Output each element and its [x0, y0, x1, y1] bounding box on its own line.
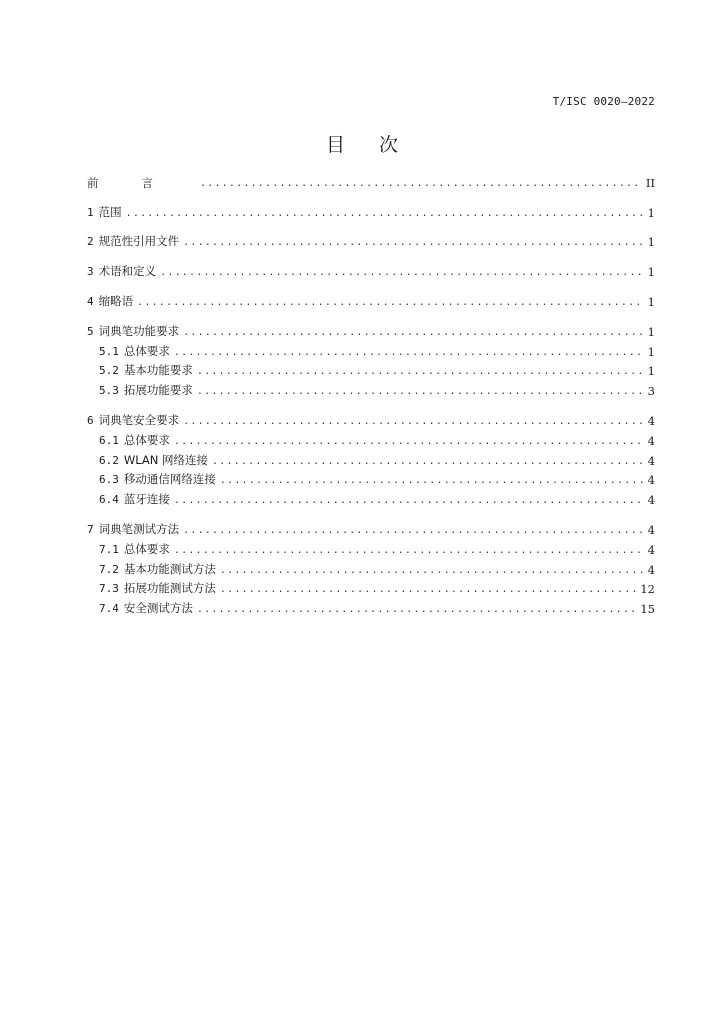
- toc-entry-text: 安全测试方法: [123, 601, 193, 616]
- dot-leader: [174, 545, 644, 557]
- dot-leader: [137, 297, 644, 309]
- toc-entry-text: 总体要求: [123, 343, 170, 358]
- toc-entry-page: 1: [647, 324, 655, 339]
- toc-entry-number: 6: [87, 413, 94, 427]
- toc-entry-page: 3: [647, 384, 655, 399]
- toc-subentry[interactable]: [87, 557, 655, 577]
- toc-entry-page: 4: [647, 493, 655, 508]
- dot-leader: [197, 366, 644, 378]
- toc-entry-text: 词典笔安全要求: [98, 412, 180, 427]
- toc-entry-text: 拓展功能要求: [123, 383, 193, 398]
- toc-entry-page: 4: [647, 522, 655, 537]
- toc-entry-page: II: [645, 175, 655, 190]
- dot-leader: [174, 436, 644, 448]
- toc-entry-page: 4: [647, 433, 655, 448]
- toc-entry[interactable]: [87, 408, 655, 428]
- table-of-contents: [87, 170, 655, 616]
- toc-entry-page: 4: [647, 413, 655, 428]
- toc-entry-text: 前言: [87, 175, 196, 190]
- toc-entry-page: 1: [647, 235, 655, 250]
- toc-entry-number: 7.1: [99, 542, 119, 556]
- toc-entry-number: 7: [87, 522, 94, 536]
- toc-title: 目次: [325, 133, 432, 156]
- toc-subentry[interactable]: [87, 378, 655, 398]
- toc-entry-text: 蓝牙连接: [123, 492, 170, 507]
- toc-entry-page: 4: [647, 473, 655, 488]
- toc-entry[interactable]: [87, 259, 655, 279]
- toc-entry[interactable]: [87, 200, 655, 220]
- toc-entry-text: 拓展功能测试方法: [123, 581, 216, 596]
- toc-entry[interactable]: [87, 517, 655, 537]
- dot-leader: [126, 208, 644, 220]
- toc-entry-text: 术语和定义: [98, 264, 157, 279]
- toc-entry-page: 1: [647, 265, 655, 280]
- toc-entry-page: 4: [647, 562, 655, 577]
- toc-subentry[interactable]: [87, 428, 655, 448]
- toc-entry-number: 2: [87, 235, 94, 249]
- dot-leader: [183, 237, 644, 249]
- toc-subentry[interactable]: [87, 596, 655, 616]
- dot-leader: [183, 416, 644, 428]
- dot-leader: [200, 178, 642, 190]
- toc-entry-text: 总体要求: [123, 541, 170, 556]
- toc-entry-text: 规范性引用文件: [98, 234, 180, 249]
- toc-entry-text: 词典笔功能要求: [98, 323, 180, 338]
- toc-entry-text: WLAN 网络连接: [123, 452, 209, 467]
- toc-entry[interactable]: [87, 319, 655, 339]
- toc-entry-number: 1: [87, 205, 94, 219]
- document-code: T/ISC 0020—2022: [552, 95, 655, 108]
- toc-entry-number: 6.3: [99, 473, 119, 487]
- toc-entry-text: 基本功能要求: [123, 363, 193, 378]
- toc-entry-page: 1: [647, 294, 655, 309]
- toc-entry-text: 缩略语: [98, 293, 134, 308]
- dot-leader: [160, 267, 644, 279]
- toc-subentry[interactable]: [87, 448, 655, 468]
- toc-entry-page: 1: [647, 205, 655, 220]
- toc-subentry[interactable]: [87, 339, 655, 359]
- dot-leader: [183, 327, 644, 339]
- toc-entry-text: 基本功能测试方法: [123, 561, 216, 576]
- dot-leader: [197, 604, 636, 616]
- toc-entry-page: 1: [647, 364, 655, 379]
- dot-leader: [220, 475, 644, 487]
- dot-leader: [212, 456, 644, 468]
- toc-entry[interactable]: [87, 289, 655, 309]
- toc-entry-number: 7.3: [99, 582, 119, 596]
- toc-entry-number: 5.3: [99, 384, 119, 398]
- dot-leader: [220, 584, 636, 596]
- toc-subentry[interactable]: [87, 359, 655, 379]
- toc-entry-page: 4: [647, 542, 655, 557]
- toc-entry-number: 4: [87, 294, 94, 308]
- toc-entry-number: 6.2: [99, 453, 119, 467]
- toc-entry-page: 15: [640, 602, 655, 617]
- dot-leader: [174, 495, 644, 507]
- toc-entry-number: 7.2: [99, 562, 119, 576]
- toc-entry-number: 5: [87, 324, 94, 338]
- toc-entry-page: 12: [640, 582, 655, 597]
- toc-entry-text: 总体要求: [123, 432, 170, 447]
- toc-entry[interactable]: [87, 230, 655, 250]
- toc-entry-number: 7.4: [99, 602, 119, 616]
- toc-entry-number: 3: [87, 265, 94, 279]
- toc-subentry[interactable]: [87, 487, 655, 507]
- toc-entry-page: 4: [647, 453, 655, 468]
- toc-entry-text: 范围: [98, 204, 122, 219]
- toc-entry-text: 移动通信网络连接: [123, 472, 216, 487]
- toc-subentry[interactable]: [87, 537, 655, 557]
- toc-entry-number: 5.1: [99, 344, 119, 358]
- dot-leader: [197, 386, 644, 398]
- toc-entry-text: 词典笔测试方法: [98, 521, 180, 536]
- toc-subentry[interactable]: [87, 577, 655, 597]
- toc-subentry[interactable]: [87, 468, 655, 488]
- dot-leader: [220, 565, 644, 577]
- toc-entry-number: 6.4: [99, 493, 119, 507]
- toc-entry-page: 1: [647, 344, 655, 359]
- dot-leader: [183, 525, 644, 537]
- toc-entry-preface[interactable]: [87, 170, 655, 190]
- toc-entry-number: 5.2: [99, 364, 119, 378]
- toc-entry-number: 6.1: [99, 433, 119, 447]
- dot-leader: [174, 347, 644, 359]
